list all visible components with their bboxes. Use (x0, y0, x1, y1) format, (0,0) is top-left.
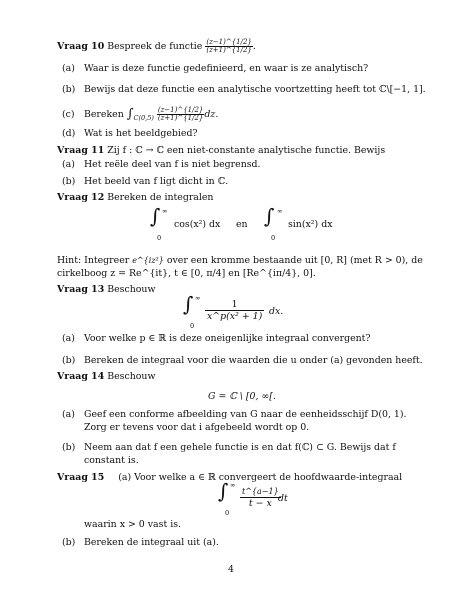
integral-sign-icon: ∫ (264, 204, 275, 228)
q15-part-b (62, 537, 219, 549)
part-text: Bereken (84, 109, 124, 120)
q14-domain-equation: G = ℂ \ [0, ∞[. (208, 391, 276, 402)
part-text: Bereken de integraal voor die waarden die u onder (a) gevonden heeft. (84, 355, 423, 366)
question-label: Vraag 15 (57, 472, 105, 483)
q15-condition (84, 519, 181, 531)
integral-sign-icon: ∫ (183, 292, 194, 316)
hint-text: cirkelboog z = Re^{it}, t ∈ [0, π/4] en [Re^{iπ/4}, 0]. (57, 268, 316, 279)
q12-hint-line-2 (57, 268, 397, 280)
part-text: Neem aan dat f een gehele functie is en dat f(ℂ) ⊂ G. Bewijs dat f (84, 442, 396, 453)
part-label: (d) (62, 128, 76, 139)
fraction-denominator: x^p(x² + 1) (207, 311, 263, 322)
fraction-numerator: (z−1)^{1/2} (157, 106, 204, 114)
q14-part-b-line-2 (84, 455, 139, 467)
fraction (205, 299, 264, 322)
hint-expression: e^{iz²} (132, 256, 164, 265)
part-text: constant is. (84, 455, 139, 466)
contour-label: C(0,5) (133, 113, 154, 122)
integral-sign-icon: ∫ (218, 479, 229, 503)
part-text: Zorg er tevens voor dat i afgebeeld wordt op 0. (84, 422, 310, 433)
integral-sign-icon: ∫ (150, 204, 161, 228)
q10-part-c (62, 107, 218, 124)
differential: dt (278, 493, 288, 504)
part-label: (b) (62, 176, 76, 187)
differential: dx. (269, 306, 284, 317)
part-text: Geef een conforme afbeelding van G naar de eenheidsschijf D(0, 1). (84, 409, 407, 420)
lower-limit: 0 (225, 509, 230, 517)
integrand-2: sin(x²) dx (288, 219, 333, 230)
fraction (205, 39, 253, 54)
integrand-1: cos(x²) dx (174, 219, 221, 230)
conjunction: en (236, 219, 248, 230)
question-intro: Beschouw (107, 371, 156, 382)
fraction-denominator: (z+1)^{1/2} (206, 46, 252, 54)
question-10 (57, 39, 397, 54)
question-label: Vraag 14 (57, 371, 105, 382)
part-label: (a) (62, 159, 75, 170)
hint-text: over een kromme bestaande uit [0, R] (met R > 0), de (166, 255, 423, 266)
question-11 (57, 145, 397, 157)
part-text: Voor welke a ∈ ℝ convergeert de hoofdwaarde-integraal (134, 472, 403, 483)
question-label: Vraag 10 (57, 41, 105, 52)
question-label: Vraag 12 (57, 192, 105, 203)
q12-integrals (150, 204, 370, 242)
fraction-denominator: t − x (248, 498, 272, 509)
part-label: (b) (62, 442, 76, 453)
upper-limit: ∞ (195, 294, 201, 302)
q13-part-a (62, 333, 370, 345)
part-text: Waar is deze functie gedefinieerd, en waar is ze analytisch? (84, 63, 369, 74)
part-text: Wat is het beeldgebied? (84, 128, 198, 139)
part-text: waarin x > 0 vast is. (84, 519, 181, 530)
part-label: (c) (62, 109, 75, 120)
q11-part-a (62, 159, 261, 171)
question-intro: Bereken de integralen (107, 192, 214, 203)
hint-text: Hint: Integreer (57, 255, 130, 266)
fraction-numerator: t^{a−1} (242, 487, 279, 496)
part-text: Bewijs dat deze functie een analytische voortzetting heeft tot ℂ\[−1, 1]. (84, 84, 426, 95)
q15-integral (218, 479, 308, 518)
part-label: (a) (62, 333, 75, 344)
lower-limit: 0 (190, 322, 195, 330)
q10-part-d (62, 128, 198, 140)
q14-part-b (62, 442, 396, 454)
part-text: Voor welke p ∈ ℝ is deze oneigenlijke integraal convergent? (84, 333, 371, 344)
part-text: Bereken de integraal uit (a). (84, 537, 219, 548)
fraction (157, 107, 205, 122)
part-label: (a) (62, 409, 75, 420)
part-label: (b) (62, 84, 76, 95)
fraction-denominator: (z+1)^{1/2} (157, 114, 204, 122)
q14-part-a (62, 409, 407, 421)
lower-limit: 0 (157, 234, 162, 242)
fraction-numerator: 1 (205, 299, 264, 311)
fraction (240, 486, 281, 509)
differential: dz. (204, 109, 219, 120)
question-intro: Zij f : ℂ → ℂ een niet-constante analytische functie. Bewijs (107, 145, 386, 156)
q13-part-b (62, 355, 423, 367)
page-number: 4 (228, 564, 234, 575)
upper-limit: ∞ (230, 481, 236, 489)
q13-integral (183, 292, 333, 331)
part-text: Het reële deel van f is niet begrensd. (84, 159, 261, 170)
q10-part-b-text (62, 84, 426, 96)
part-label: (a) (62, 63, 75, 74)
upper-limit: ∞ (277, 207, 283, 215)
integral-sign-icon: ∫ (126, 106, 134, 122)
part-label: (b) (62, 537, 76, 548)
q11-part-b (62, 176, 228, 188)
question-intro: Beschouw (107, 284, 156, 295)
part-text: Het beeld van f ligt dicht in ℂ. (84, 176, 229, 187)
question-12 (57, 192, 397, 204)
upper-limit: ∞ (162, 207, 168, 215)
question-intro: Bespreek de functie (107, 41, 203, 52)
q12-hint-line-1 (57, 255, 423, 267)
question-label: Vraag 13 (57, 284, 105, 295)
q10-part-a (62, 63, 368, 75)
question-label: Vraag 11 (57, 145, 105, 156)
q14-part-a-line-2 (84, 422, 309, 434)
part-label: (a) (118, 472, 132, 483)
fraction-numerator: (z−1)^{1/2} (206, 38, 252, 46)
question-14 (57, 371, 397, 383)
part-label: (b) (62, 355, 76, 366)
lower-limit: 0 (271, 234, 276, 242)
punctuation: . (252, 41, 256, 52)
